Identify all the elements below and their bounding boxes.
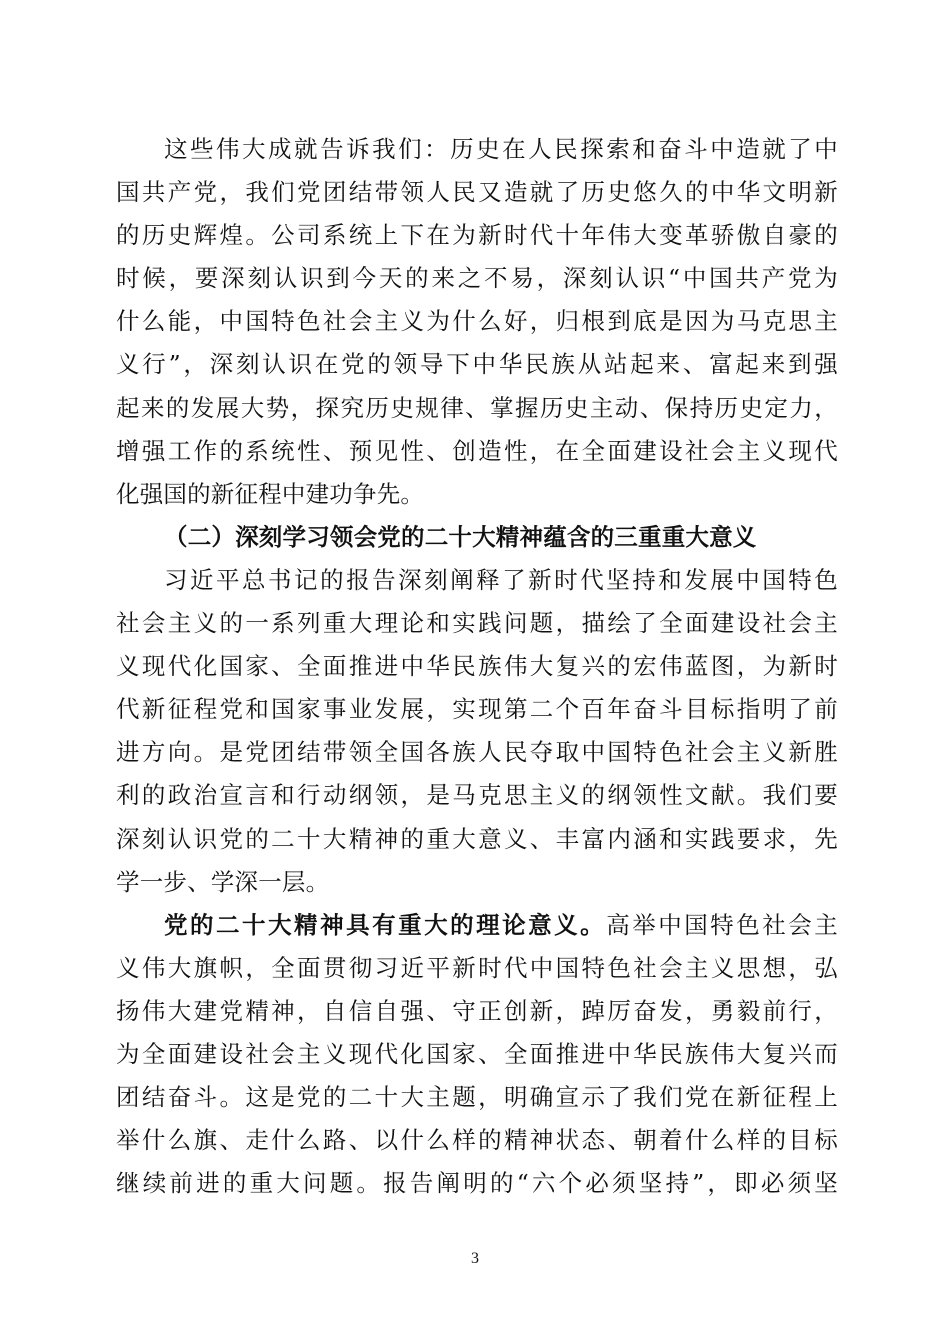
paragraph-2-line-6: 利的政治宣言和行动纲领，是马克思主义的纲领性文献。我们要 bbox=[116, 781, 838, 810]
paragraph-1-line-5: 什么能，中国特色社会主义为什么好，归根到底是因为马克思主 bbox=[116, 307, 838, 336]
paragraph-3-line-1 bbox=[116, 904, 838, 947]
paragraph-1-line-8: 增强工作的系统性、预见性、创造性，在全面建设社会主义现代 bbox=[116, 436, 838, 465]
document-page bbox=[116, 128, 838, 1205]
paragraph-2-line-1: 习近平总书记的报告深刻阐释了新时代坚持和发展中国特色 bbox=[164, 565, 838, 594]
paragraph-2-line-2: 社会主义的一系列重大理论和实践问题，描绘了全面建设社会主 bbox=[116, 609, 838, 638]
paragraph-2-line-7: 深刻认识党的二十大精神的重大意义、丰富内涵和实践要求，先 bbox=[116, 824, 838, 853]
paragraph-1-line-9: 化强国的新征程中建功争先。 bbox=[116, 479, 425, 508]
paragraph-2-line-8: 学一步、学深一层。 bbox=[116, 867, 330, 896]
paragraph-3-bold-lead: 党的二十大精神具有重大的理论意义。 bbox=[164, 910, 607, 939]
paragraph-2-line-5: 进方向。是党团结带领全国各族人民夺取中国特色社会主义新胜 bbox=[116, 738, 838, 767]
paragraph-1-line-4: 时候，要深刻认识到今天的来之不易，深刻认识“中国共产党为 bbox=[116, 264, 838, 293]
paragraph-3-line-6: 举什么旗、走什么路、以什么样的精神状态、朝着什么样的目标 bbox=[116, 1126, 838, 1155]
paragraph-2-line-4: 代新征程党和国家事业发展，实现第二个百年奋斗目标指明了前 bbox=[116, 695, 838, 724]
page-number: 3 bbox=[471, 1250, 479, 1267]
paragraph-3-line-3: 扬伟大建党精神，自信自强、守正创新，踔厉奋发，勇毅前行， bbox=[116, 996, 838, 1025]
paragraph-3-line-5: 团结奋斗。这是党的二十大主题，明确宣示了我们党在新征程上 bbox=[116, 1083, 838, 1112]
paragraph-3-lead-rest: 高举中国特色社会主 bbox=[606, 910, 838, 939]
section-heading: （二）深刻学习领会党的二十大精神蕴含的三重重大意义 bbox=[164, 522, 757, 551]
paragraph-3-line-4: 为全面建设社会主义现代化国家、全面推进中华民族伟大复兴而 bbox=[116, 1039, 838, 1068]
paragraph-1-line-1: 这些伟大成就告诉我们：历史在人民探索和奋斗中造就了中 bbox=[164, 135, 838, 163]
paragraph-2-line-3: 义现代化国家、全面推进中华民族伟大复兴的宏伟蓝图，为新时 bbox=[116, 652, 838, 681]
paragraph-1-line-7: 起来的发展大势，探究历史规律、掌握历史主动、保持历史定力， bbox=[116, 393, 838, 422]
paragraph-3-line-7: 继续前进的重大问题。报告阐明的“六个必须坚持”，即必须坚 bbox=[116, 1169, 838, 1198]
paragraph-1-line-2: 国共产党，我们党团结带领人民又造就了历史悠久的中华文明新 bbox=[116, 178, 838, 207]
paragraph-1-line-6: 义行”，深刻认识在党的领导下中华民族从站起来、富起来到强 bbox=[116, 350, 838, 379]
paragraph-1-line-3: 的历史辉煌。公司系统上下在为新时代十年伟大变革骄傲自豪的 bbox=[116, 221, 838, 250]
paragraph-3-line-2: 义伟大旗帜，全面贯彻习近平新时代中国特色社会主义思想，弘 bbox=[116, 953, 838, 982]
